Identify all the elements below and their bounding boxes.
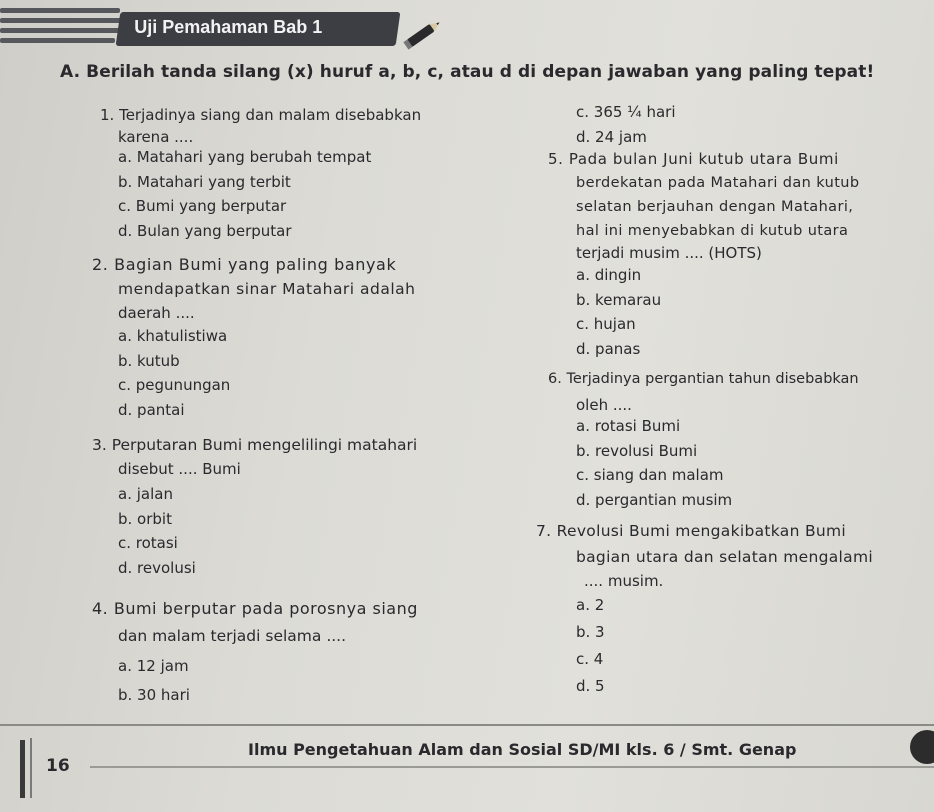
answer-option[interactable]: b. Matahari yang terbit bbox=[118, 172, 291, 191]
question-stem: 6. Terjadinya pergantian tahun disebabkan bbox=[548, 371, 859, 387]
footer-accent-bar bbox=[20, 740, 25, 798]
answer-option[interactable]: a. 12 jam bbox=[118, 657, 189, 675]
book-title: Ilmu Pengetahuan Alam dan Sosial SD/MI kls. 6 / Smt. Genap bbox=[248, 740, 797, 759]
answer-option[interactable]: c. rotasi bbox=[118, 534, 178, 552]
answer-option[interactable]: c. siang dan malam bbox=[576, 466, 724, 484]
answer-option[interactable]: a. khatulistiwa bbox=[118, 327, 228, 345]
question-stem: dan malam terjadi selama .... bbox=[118, 627, 347, 645]
answer-option[interactable]: a. rotasi Bumi bbox=[576, 417, 681, 435]
answer-option[interactable]: d. pantai bbox=[118, 400, 185, 419]
answer-option[interactable]: b. revolusi Bumi bbox=[576, 441, 698, 460]
question-stem: terjadi musim .... (HOTS) bbox=[576, 244, 762, 262]
question-stem: disebut .... Bumi bbox=[118, 460, 241, 478]
question-stem: berdekatan pada Matahari dan kutub bbox=[576, 175, 860, 191]
answer-option[interactable]: a. jalan bbox=[118, 485, 173, 503]
answer-option[interactable]: c. 365 ¼ hari bbox=[576, 103, 676, 121]
answer-option[interactable]: d. 24 jam bbox=[576, 127, 647, 146]
question-stem: daerah .... bbox=[118, 304, 195, 322]
section-instruction: A. Berilah tanda silang (x) huruf a, b, c, atau d di depan jawaban yang paling tepat! bbox=[60, 62, 875, 82]
question-stem: 5. Pada bulan Juni kutub utara Bumi bbox=[548, 150, 839, 168]
answer-option[interactable]: d. Bulan yang berputar bbox=[118, 221, 292, 240]
answer-option[interactable]: d. 5 bbox=[576, 677, 605, 695]
page-number: 16 bbox=[46, 756, 70, 776]
answer-option[interactable]: b. 3 bbox=[576, 623, 605, 641]
question-stem: hal ini menyebabkan di kutub utara bbox=[576, 223, 849, 239]
question-stem: 3. Perputaran Bumi mengelilingi matahari bbox=[92, 436, 418, 454]
pencil-icon bbox=[398, 10, 446, 58]
question-stem: .... musim. bbox=[584, 572, 664, 590]
chapter-test-title: Uji Pemahaman Bab 1 bbox=[134, 17, 323, 37]
answer-option[interactable]: c. hujan bbox=[576, 315, 636, 333]
answer-option[interactable]: b. kutub bbox=[118, 351, 180, 370]
answer-option[interactable]: a. dingin bbox=[576, 266, 642, 284]
footer-decoration bbox=[910, 730, 934, 764]
footer-divider bbox=[0, 724, 934, 726]
answer-option[interactable]: d. panas bbox=[576, 339, 641, 358]
answer-option[interactable]: d. revolusi bbox=[118, 558, 196, 577]
question-stem: oleh .... bbox=[576, 396, 632, 414]
answer-option[interactable]: c. Bumi yang berputar bbox=[118, 197, 287, 215]
question-stem: selatan berjauhan dengan Matahari, bbox=[576, 199, 854, 215]
question-stem: mendapatkan sinar Matahari adalah bbox=[118, 280, 416, 298]
answer-option[interactable]: c. pegunungan bbox=[118, 376, 231, 394]
answer-option[interactable]: d. pergantian musim bbox=[576, 490, 733, 509]
question-stem: 4. Bumi berputar pada porosnya siang bbox=[92, 599, 418, 618]
chapter-test-banner bbox=[116, 12, 401, 46]
answer-option[interactable]: b. kemarau bbox=[576, 290, 662, 309]
answer-option[interactable]: b. 30 hari bbox=[118, 686, 190, 704]
question-stem: 1. Terjadinya siang dan malam disebabkan bbox=[100, 106, 422, 124]
question-stem: 7. Revolusi Bumi mengakibatkan Bumi bbox=[536, 522, 847, 540]
answer-option[interactable]: b. orbit bbox=[118, 509, 172, 528]
question-stem: 2. Bagian Bumi yang paling banyak bbox=[92, 255, 397, 274]
answer-option[interactable]: c. 4 bbox=[576, 650, 604, 668]
question-stem: karena .... bbox=[118, 128, 194, 146]
footer-divider bbox=[90, 766, 934, 768]
answer-option[interactable]: a. Matahari yang berubah tempat bbox=[118, 148, 372, 166]
question-stem: bagian utara dan selatan mengalami bbox=[576, 548, 873, 566]
answer-option[interactable]: a. 2 bbox=[576, 596, 605, 614]
